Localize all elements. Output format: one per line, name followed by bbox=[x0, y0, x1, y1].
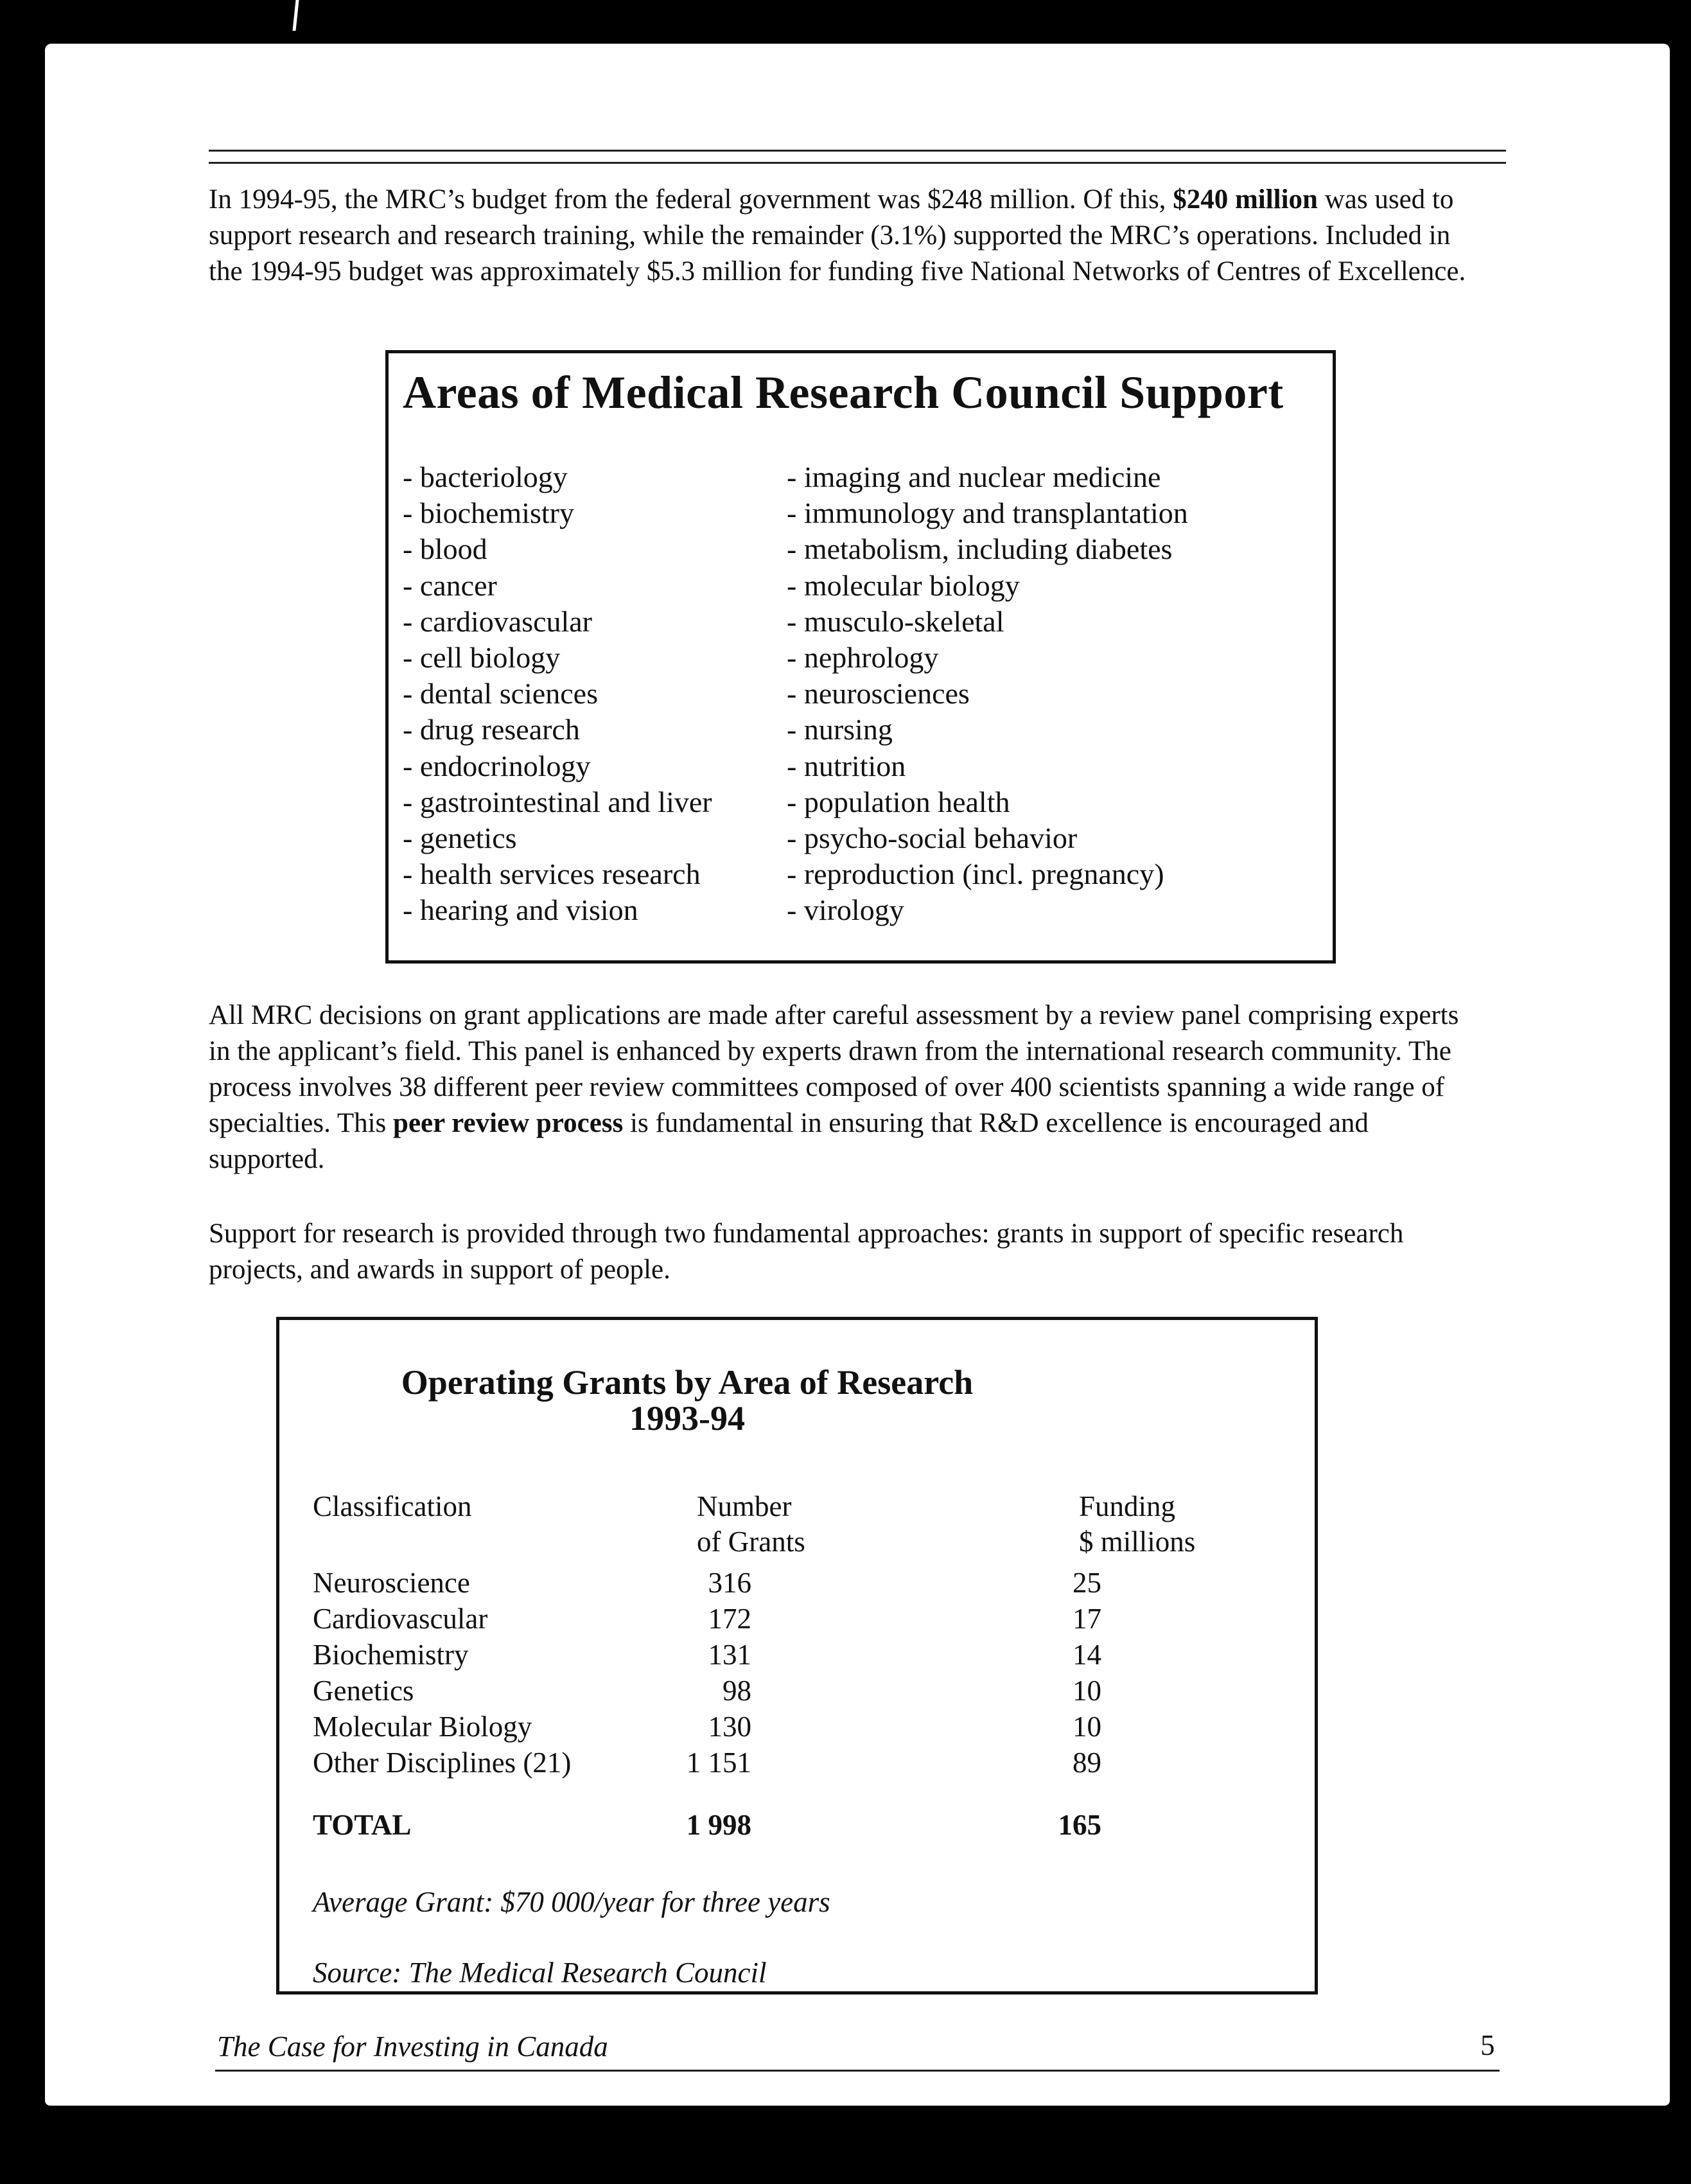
area-item: - cell biology bbox=[403, 641, 561, 674]
classification-cell: Cardiovascular bbox=[313, 1603, 488, 1635]
area-item: - nutrition bbox=[787, 749, 906, 782]
area-item: - psycho-social behavior bbox=[787, 822, 1078, 855]
area-item: - bacteriology bbox=[403, 461, 568, 493]
page-number: 5 bbox=[1480, 2029, 1495, 2061]
areas-box-title: Areas of Medical Research Council Support bbox=[403, 367, 1284, 418]
operating-grants-box bbox=[276, 1317, 1318, 1995]
classification-cell: Genetics bbox=[313, 1675, 414, 1707]
funding-cell: 17 bbox=[1073, 1603, 1101, 1635]
areas-of-support-box bbox=[385, 350, 1336, 964]
area-item: - hearing and vision bbox=[403, 894, 638, 927]
grants-cell: 1 151 bbox=[686, 1747, 751, 1779]
classification-cell: Neuroscience bbox=[313, 1567, 470, 1599]
classification-cell: Biochemistry bbox=[313, 1639, 469, 1671]
total-label: TOTAL bbox=[313, 1809, 412, 1841]
funding-cell: 10 bbox=[1073, 1675, 1101, 1707]
grants-cell: 172 bbox=[708, 1603, 751, 1635]
total-grants: 1 998 bbox=[686, 1809, 751, 1841]
area-item: - virology bbox=[787, 894, 904, 927]
peer-review-bold: peer review process bbox=[393, 1108, 624, 1138]
classification-cell: Molecular Biology bbox=[313, 1711, 532, 1743]
grants-cell: 131 bbox=[708, 1639, 751, 1671]
area-item: - reproduction (incl. pregnancy) bbox=[787, 858, 1164, 891]
area-item: - metabolism, including diabetes bbox=[787, 533, 1173, 566]
table-row bbox=[279, 1674, 1315, 1710]
intro-paragraph: In 1994-95, the MRC’s budget from the federal government was $248 million. Of this, $240 million was used to support research and research training, while the remainder (3.1%) supported the MRC’s operations. Included in the 1994-95 budget was approximately $5.3 million for funding five National Networks of Centres of Excellence. bbox=[209, 184, 1466, 286]
funding-cell: 10 bbox=[1073, 1711, 1101, 1743]
intro-bold-amount: $240 million bbox=[1173, 184, 1318, 215]
table-row bbox=[279, 1566, 1315, 1602]
area-item: - population health bbox=[787, 785, 1010, 818]
funding-cell: 89 bbox=[1073, 1747, 1101, 1779]
total-funding: 165 bbox=[1058, 1809, 1101, 1841]
area-item: - endocrinology bbox=[403, 749, 591, 782]
funding-cell: 14 bbox=[1073, 1639, 1101, 1671]
support-paragraph: Support for research is provided through two fundamental approaches: grants in support of specific research projects, and awards in support of people. bbox=[209, 1219, 1404, 1285]
col-header-classification: Classification bbox=[313, 1490, 472, 1522]
area-item: - cardiovascular bbox=[403, 604, 593, 638]
areas-right-column bbox=[787, 459, 1188, 929]
footer-title: The Case for Investing in Canada bbox=[217, 2030, 608, 2063]
table-row bbox=[279, 1638, 1315, 1674]
area-item: - gastrointestinal and liver bbox=[403, 785, 712, 818]
area-item: - immunology and transplantation bbox=[787, 497, 1188, 530]
grants-cell: 316 bbox=[708, 1567, 751, 1599]
area-item: - biochemistry bbox=[403, 497, 574, 530]
grants-table-subtitle: 1993-94 bbox=[629, 1399, 745, 1438]
grants-cell: 130 bbox=[708, 1711, 751, 1743]
area-item: - drug research bbox=[403, 713, 580, 746]
area-item: - genetics bbox=[403, 822, 517, 855]
area-item: - molecular biology bbox=[787, 568, 1020, 602]
area-item: - nursing bbox=[787, 713, 893, 746]
area-item: - blood bbox=[403, 533, 487, 566]
area-item: - health services research bbox=[403, 858, 701, 891]
area-item: - imaging and nuclear medicine bbox=[787, 461, 1161, 493]
table-row bbox=[279, 1602, 1315, 1638]
footer-rule bbox=[215, 2070, 1500, 2072]
header-rule-bottom bbox=[209, 162, 1506, 164]
grants-cell: 98 bbox=[723, 1675, 751, 1707]
classification-cell: Other Disciplines (21) bbox=[313, 1747, 572, 1779]
area-item: - neurosciences bbox=[787, 677, 970, 710]
col-header-funding: Funding $ millions bbox=[1079, 1490, 1196, 1558]
area-item: - musculo-skeletal bbox=[787, 604, 1004, 638]
table-row bbox=[279, 1710, 1315, 1746]
areas-left-column bbox=[403, 459, 712, 929]
table-total-row bbox=[279, 1808, 1315, 1844]
table-row bbox=[279, 1746, 1315, 1782]
scan-mark bbox=[292, 0, 299, 31]
average-grant-note: Average Grant: $70 000/year for three years bbox=[313, 1886, 830, 1918]
area-item: - dental sciences bbox=[403, 677, 598, 710]
peer-review-paragraph: All MRC decisions on grant applications are made after careful assessment by a review panel comprising experts in the applicant’s field. This panel is enhanced by experts drawn from the international research community. The process involves 38 different peer review committees composed of over 400 scientists spanning a wide range of specialties. This peer review process is fundamental in ensuring that R&D excellence is encouraged and supported. bbox=[209, 1000, 1459, 1174]
col-header-number: Number of Grants bbox=[697, 1490, 805, 1558]
grants-table-title: Operating Grants by Area of Research bbox=[401, 1363, 974, 1402]
funding-cell: 25 bbox=[1073, 1567, 1101, 1599]
source-note: Source: The Medical Research Council bbox=[313, 1957, 767, 1989]
header-rule-top bbox=[209, 150, 1506, 152]
area-item: - nephrology bbox=[787, 641, 939, 674]
area-item: - cancer bbox=[403, 568, 497, 602]
